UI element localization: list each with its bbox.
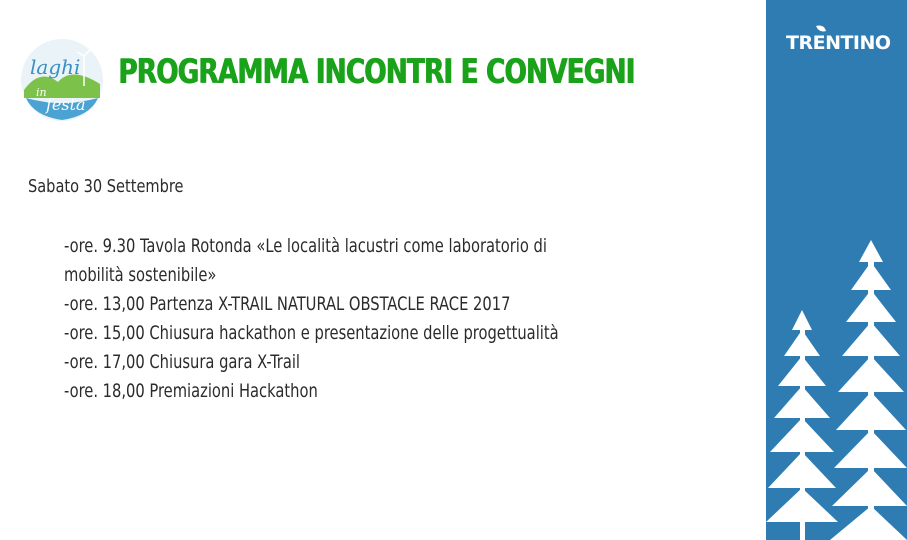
program-line: mobilità sostenibile» [64, 264, 217, 286]
tree-top [792, 310, 812, 330]
brand-wordmark: TRENTINO [786, 32, 891, 54]
brand-panel [766, 0, 907, 540]
laghi-in-festa-logo [20, 38, 104, 122]
program-line: -ore. 18,00 Premiazioni Hackathon [64, 380, 318, 402]
page-title: PROGRAMMA INCONTRI E CONVEGNI [118, 52, 635, 92]
logo-word-laghi: laghi [30, 55, 81, 79]
event-date: Sabato 30 Settembre [28, 176, 184, 197]
logo-word-in: in [36, 86, 47, 99]
tree-illustration [766, 0, 907, 540]
logo-word-festa: festa [46, 95, 86, 114]
program-line: -ore. 9.30 Tavola Rotonda «Le località lacustri come laboratorio di [64, 235, 547, 257]
program-list [64, 232, 784, 406]
tree-top [859, 240, 883, 262]
program-line: -ore. 17,00 Chiusura gara X-Trail [64, 351, 301, 373]
program-line: -ore. 15,00 Chiusura hackathon e presentazione delle progettualità [64, 322, 559, 344]
program-line: -ore. 13,00 Partenza X-TRAIL NATURAL OBSTACLE RACE 2017 [64, 293, 511, 315]
